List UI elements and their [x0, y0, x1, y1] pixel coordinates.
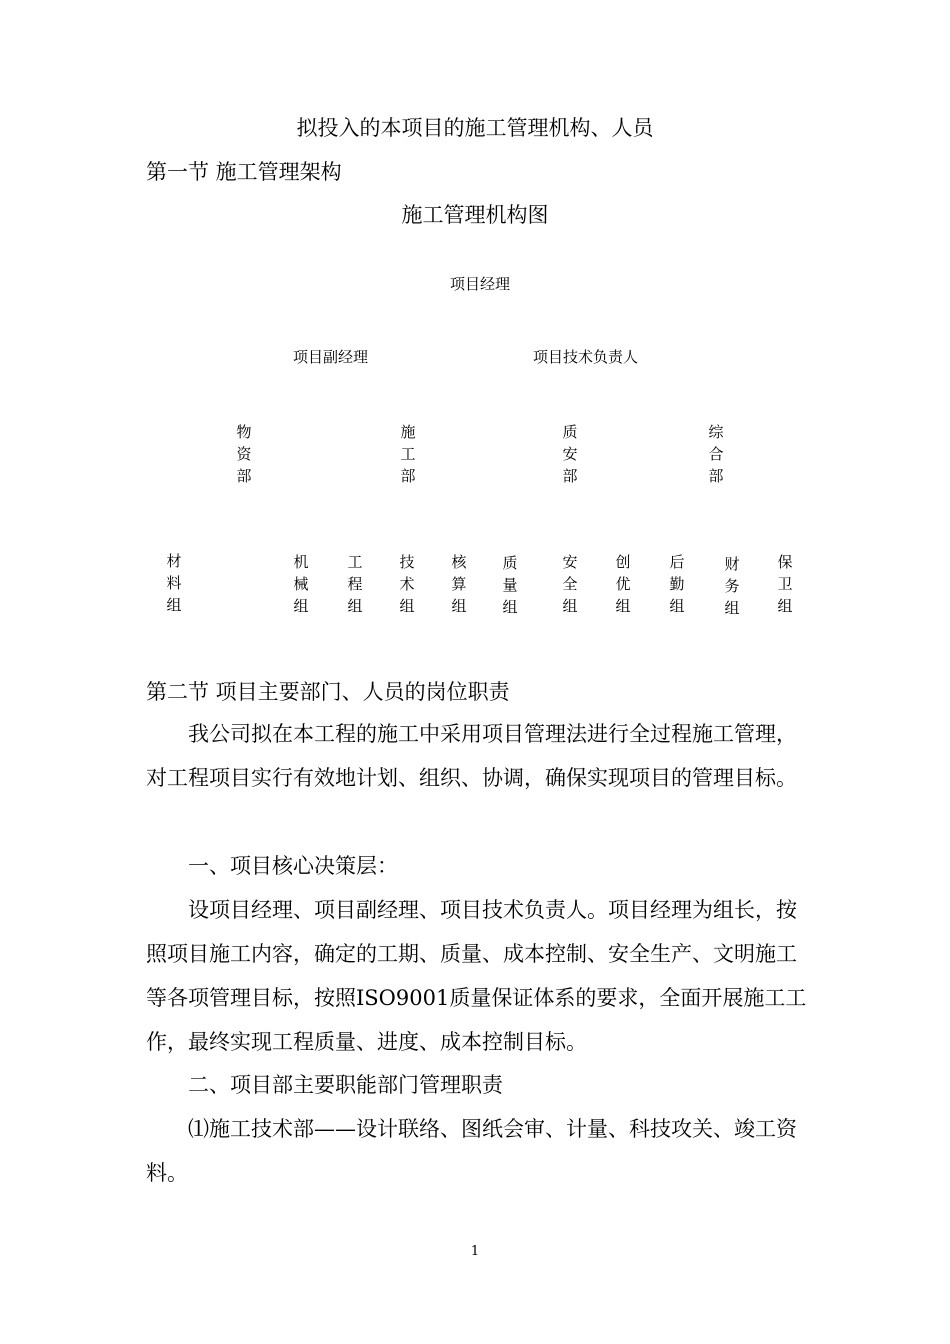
- paragraph-text: ⑴施工技术部——设计联络、图纸会审、计量、科技攻关、竣工资料。: [146, 1117, 797, 1185]
- org-node-department: 物 资 部: [236, 423, 252, 485]
- document-title: 拟投入的本项目的施工管理机构、人员: [296, 116, 654, 140]
- org-node-group: 核 算 组: [451, 553, 467, 615]
- paragraph-text: 我公司拟在本工程的施工中采用项目管理法进行全过程施工管理，对工程项目实行有效地计划、组织、协调，确保实现项目的管理目标。: [146, 722, 797, 790]
- org-node-group: 工 程 组: [347, 553, 363, 615]
- org-node-manager: 项目经理: [450, 275, 511, 293]
- org-node-group: 创 优 组: [615, 553, 631, 615]
- org-node-group: 技 术 组: [399, 553, 415, 615]
- org-node-group: 材 料 组: [166, 552, 182, 614]
- org-node-department: 综 合 部: [708, 423, 724, 485]
- item2-heading: 二、项目部主要职能部门管理职责: [188, 1073, 503, 1097]
- page-number: 1: [470, 1244, 480, 1259]
- section1-heading: 第一节 施工管理架构: [146, 160, 342, 184]
- org-node-group: 安 全 组: [562, 553, 578, 615]
- org-node-department: 施 工 部: [400, 423, 416, 485]
- org-node-group: 财 务 组: [724, 555, 740, 617]
- body-paragraph: [146, 712, 810, 800]
- item1-heading: 一、项目核心决策层：: [188, 854, 398, 878]
- org-node-group: 机 械 组: [293, 553, 309, 615]
- section2-heading: 第二节 项目主要部门、人员的岗位职责: [146, 680, 510, 704]
- org-node-group: 保 卫 组: [777, 553, 793, 615]
- paragraph-text: 设项目经理、项目副经理、项目技术负责人。项目经理为组长，按照项目施工内容，确定的工期、质量、成本控制、安全生产、文明施工等各项管理目标，按照ISO9001质量保证体系的要求，全面开展施工工作，最终实现工程质量、进度、成本控制目标。: [146, 898, 807, 1054]
- org-chart-title: 施工管理机构图: [401, 203, 549, 227]
- org-node-group: 后 勤 组: [669, 553, 685, 615]
- org-node-deputy-manager: 项目副经理: [293, 348, 369, 366]
- body-paragraph: [146, 888, 810, 1064]
- body-paragraph: [146, 1107, 810, 1195]
- org-node-technical-lead: 项目技术负责人: [533, 348, 639, 366]
- org-node-group: 质 量 组: [502, 554, 518, 616]
- org-node-department: 质 安 部: [562, 423, 578, 485]
